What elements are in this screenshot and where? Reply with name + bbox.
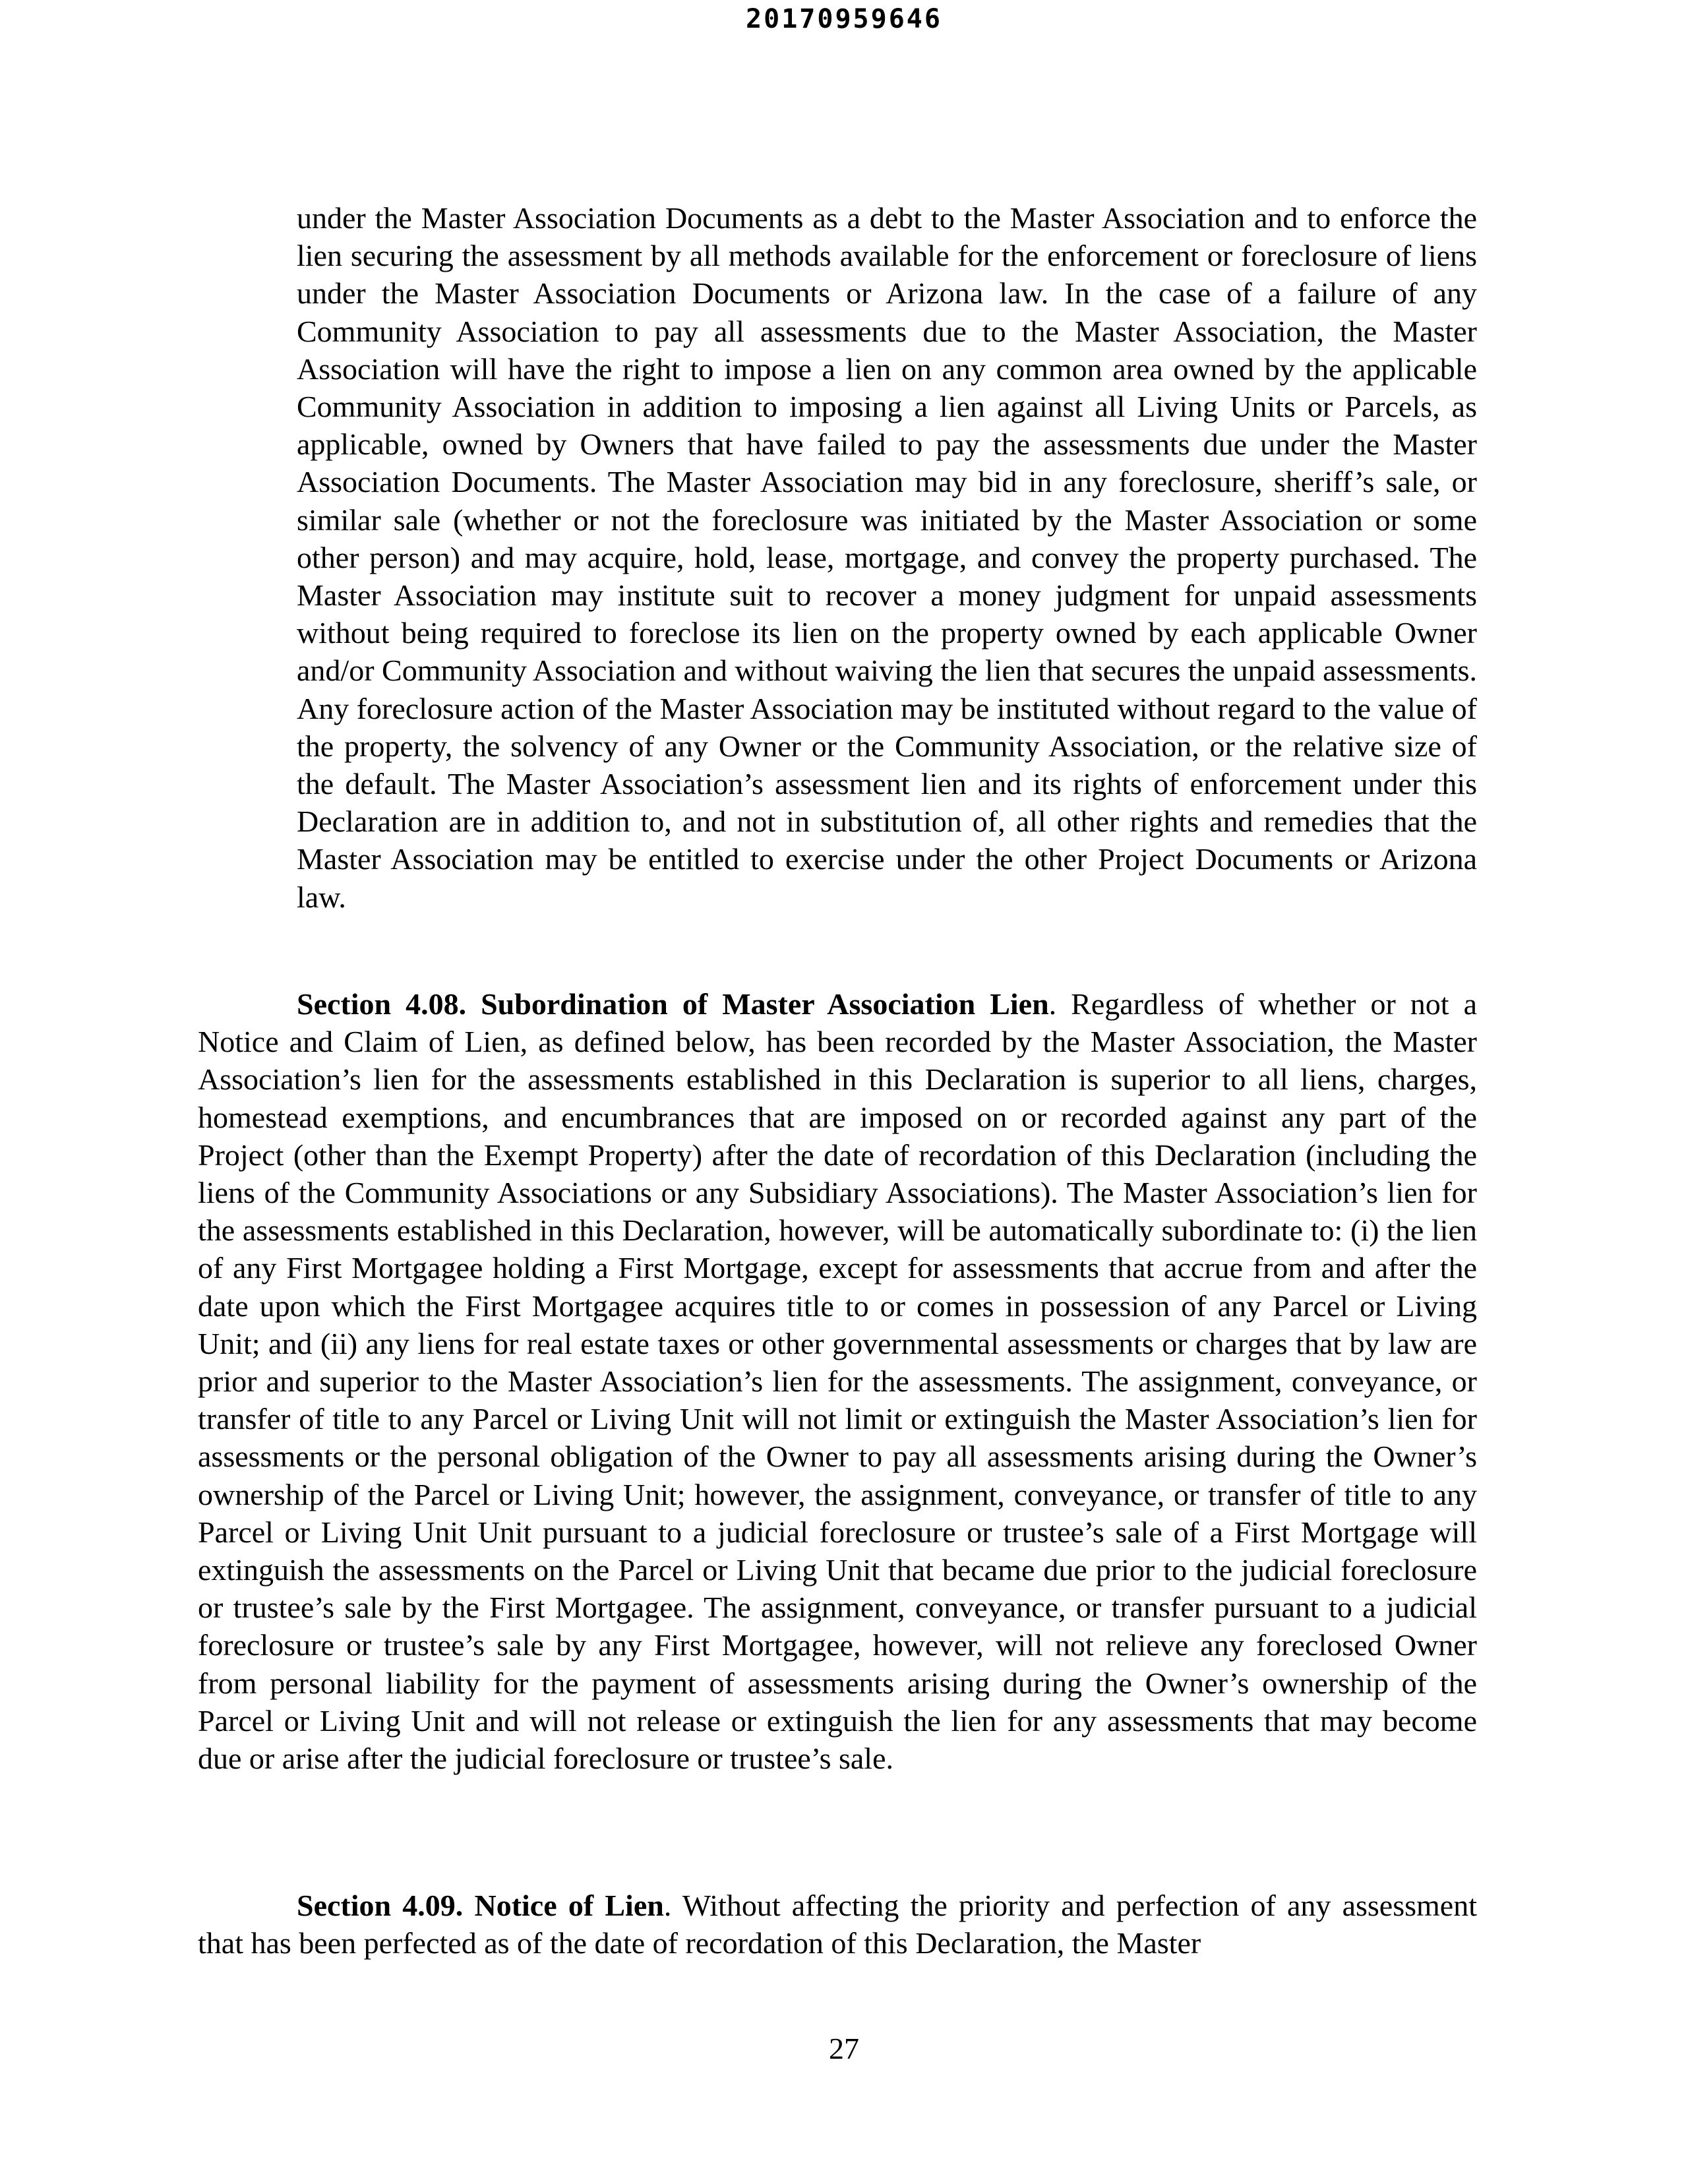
document-number: 20170959646 xyxy=(746,4,942,34)
section-4-08-paragraph xyxy=(198,985,1477,1777)
section-4-08-heading: Section 4.08. Subordination of Master Association Lien xyxy=(297,987,1049,1021)
page-number: 27 xyxy=(829,2032,859,2065)
section-4-09-body: . Without affecting the priority and perfection of any assessment that has been perfected as of the date of recordation of this Declaration, the Master xyxy=(198,1889,1477,1960)
continuation-paragraph: under the Master Association Documents as a debt to the Master Association and to enforce the lien securing the assessment by all methods available for the enforcement or foreclosure of liens under the Master Association Documents or Arizona law. In the case of a failure of any Community Association to pay all assessments due to the Master Association, the Master Association will have the right to impose a lien on any common area owned by the applicable Community Association in addition to imposing a lien against all Living Units or Parcels, as applicable, owned by Owners that have failed to pay the assessments due under the Master Association Documents. The Master Association may bid in any foreclosure, sheriff’s sale, or similar sale (whether or not the foreclosure was initiated by the Master Association or some other person) and may acquire, hold, lease, mortgage, and convey the property purchased. The Master Association may institute suit to recover a money judgment for unpaid assessments without being required to foreclose its lien on the property owned by each applicable Owner and/or Community Association and without waiving the lien that secures the unpaid assessments. Any foreclosure action of the Master Association may be instituted without regard to the value of the property, the solvency of any Owner or the Community Association, or the relative size of the default. The Master Association’s assessment lien and its rights of enforcement under this Declaration are in addition to, and not in substitution of, all other rights and remedies that the Master Association may be entitled to exercise under the other Project Documents or Arizona law. xyxy=(297,201,1477,914)
section-4-09-paragraph xyxy=(198,1887,1477,1962)
section-4-09-heading: Section 4.09. Notice of Lien xyxy=(297,1889,664,1922)
section-4-08-body: . Regardless of whether or not a Notice and Claim of Lien, as defined below, has been recorded by the Master Association, the Master Association’s lien for the assessments established in this Declaration is superior to all liens, charges, homestead exemptions, and encumbrances that are imposed on or recorded against any part of the Project (other than the Exempt Property) after the date of recordation of this Declaration (including the liens of the Community Associations or any Subsidiary Associations). The Master Association’s lien for the assessments established in this Declaration, however, will be automatically subordinate to: (i) the lien of any First Mortgagee holding a First Mortgage, except for assessments that accrue from and after the date upon which the First Mortgagee acquires title to or comes in possession of any Parcel or Living Unit; and (ii) any liens for real estate taxes or other governmental assessments or charges that by law are prior and superior to the Master Association’s lien for the assessments. The assignment, conveyance, or transfer of title to any Parcel or Living Unit will not limit or extinguish the Master Association’s lien for assessments or the personal obligation of the Owner to pay all assessments arising during the Owner’s ownership of the Parcel or Living Unit; however, the assignment, conveyance, or transfer of title to any Parcel or Living Unit Unit pursuant to a judicial foreclosure or trustee’s sale of a First Mortgage will extinguish the assessments on the Parcel or Living Unit that became due prior to the judicial foreclosure or trustee’s sale by the First Mortgagee. The assignment, conveyance, or transfer pursuant to a judicial foreclosure or trustee’s sale by any First Mortgagee, however, will not relieve any foreclosed Owner from personal liability for the payment of assessments arising during the Owner’s ownership of the Parcel or Living Unit and will not release or extinguish the lien for any assessments that may become due or arise after the judicial foreclosure or trustee’s sale. xyxy=(198,987,1477,1776)
